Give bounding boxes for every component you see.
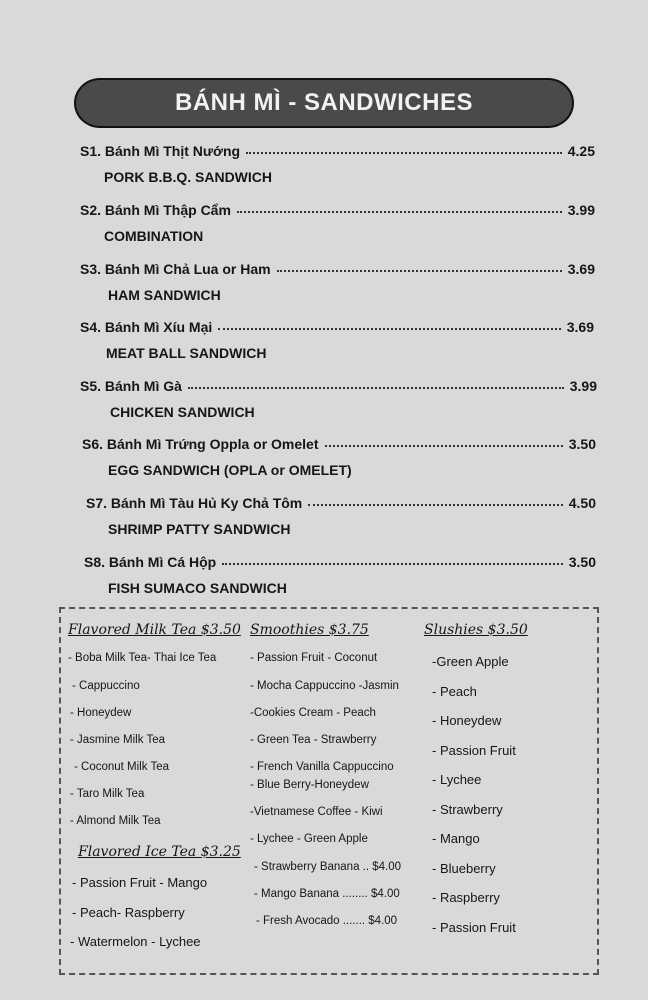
item-english: CHICKEN SANDWICH (110, 404, 255, 420)
slushie-item: - Blueberry (432, 861, 496, 876)
leader-dots (325, 433, 563, 447)
slushie-item: - Raspberry (432, 890, 500, 905)
milk-tea-item: - Boba Milk Tea- Thai Ice Tea (68, 652, 217, 664)
slushie-item: - Mango (432, 831, 480, 846)
menu-item-s5 (80, 375, 597, 394)
section-title: BÁNH MÌ - SANDWICHES (175, 89, 473, 116)
milk-tea-item: - Jasmine Milk Tea (70, 734, 166, 746)
item-price: 3.50 (568, 554, 596, 570)
smoothie-item: - Strawberry Banana .. $4.00 (254, 861, 402, 873)
leader-dots (218, 316, 561, 330)
ice-tea-item: - Peach- Raspberry (72, 905, 185, 920)
smoothie-item: - Green Tea - Strawberry (250, 734, 377, 746)
item-english: MEAT BALL SANDWICH (106, 345, 267, 361)
item-name: S7. Bánh Mì Tàu Hủ Ky Chả Tôm (86, 495, 303, 511)
item-english: HAM SANDWICH (108, 287, 221, 303)
item-price: 3.69 (566, 319, 594, 335)
slushie-item: - Honeydew (432, 713, 502, 728)
smoothie-item: - Lychee - Green Apple (250, 833, 368, 845)
menu-item-s6 (82, 433, 596, 452)
item-price: 4.50 (568, 495, 596, 511)
milk-tea-item: - Honeydew (70, 707, 132, 719)
ice-tea-item: - Watermelon - Lychee (70, 934, 201, 949)
smoothie-item: - Fresh Avocado ....... $4.00 (256, 915, 398, 927)
slushie-item: - Peach (432, 684, 477, 699)
item-price: 3.69 (567, 261, 595, 277)
smoothie-item: - French Vanilla Cappuccino (250, 761, 394, 773)
slushies-heading: Slushies $3.50 (424, 622, 528, 638)
menu-item-s2 (80, 199, 595, 218)
item-name: S5. Bánh Mì Gà (80, 378, 182, 394)
ice-tea-heading: Flavored Ice Tea $3.25 (78, 844, 241, 860)
item-price: 4.25 (567, 143, 595, 159)
smoothie-item: - Mocha Cappuccino -Jasmin (250, 680, 399, 692)
leader-dots (237, 199, 562, 213)
menu-item-s4 (80, 316, 594, 335)
slushie-item: - Passion Fruit (432, 920, 516, 935)
slushie-item: - Strawberry (432, 802, 503, 817)
slushie-item: - Passion Fruit (432, 743, 516, 758)
milk-tea-heading: Flavored Milk Tea $3.50 (68, 622, 241, 638)
item-english: COMBINATION (104, 228, 204, 244)
item-price: 3.99 (567, 202, 595, 218)
item-english: FISH SUMACO SANDWICH (108, 580, 287, 596)
item-price: 3.50 (568, 436, 596, 452)
milk-tea-item: - Coconut Milk Tea (74, 761, 170, 773)
section-title-banner (74, 78, 574, 128)
smoothie-item: - Passion Fruit - Coconut (250, 652, 378, 664)
leader-dots (222, 551, 563, 565)
menu-item-s3 (80, 258, 595, 277)
milk-tea-item: - Almond Milk Tea (70, 815, 161, 827)
milk-tea-item: - Taro Milk Tea (70, 788, 145, 800)
menu-item-s7 (86, 492, 596, 511)
item-name: S2. Bánh Mì Thập Cẩm (80, 202, 231, 218)
menu-item-s1 (80, 140, 595, 159)
leader-dots (277, 258, 562, 272)
item-name: S8. Bánh Mì Cá Hộp (84, 554, 217, 570)
leader-dots (308, 492, 563, 506)
item-english: PORK B.B.Q. SANDWICH (104, 169, 272, 185)
smoothies-heading: Smoothies $3.75 (250, 622, 369, 638)
ice-tea-item: - Passion Fruit - Mango (72, 875, 208, 890)
slushie-item: -Green Apple (432, 654, 509, 669)
item-english: SHRIMP PATTY SANDWICH (108, 521, 291, 537)
slushie-item: - Lychee (432, 772, 482, 787)
item-name: S6. Bánh Mì Trứng Oppla or Omelet (82, 436, 319, 452)
milk-tea-item: - Cappuccino (72, 680, 140, 692)
smoothie-item: -Cookies Cream - Peach (250, 707, 376, 719)
leader-dots (188, 375, 564, 389)
menu-item-s8 (84, 551, 596, 570)
leader-dots (246, 140, 562, 154)
item-english: EGG SANDWICH (OPLA or OMELET) (108, 462, 352, 478)
item-name: S1. Bánh Mì Thịt Nướng (80, 143, 241, 159)
smoothie-item: -Vietnamese Coffee - Kiwi (250, 806, 383, 818)
item-price: 3.99 (569, 378, 597, 394)
item-name: S3. Bánh Mì Chả Lua or Ham (80, 261, 271, 277)
smoothie-item: - Mango Banana ........ $4.00 (254, 888, 400, 900)
item-name: S4. Bánh Mì Xíu Mại (80, 319, 213, 335)
smoothie-item: - Blue Berry-Honeydew (250, 779, 369, 791)
